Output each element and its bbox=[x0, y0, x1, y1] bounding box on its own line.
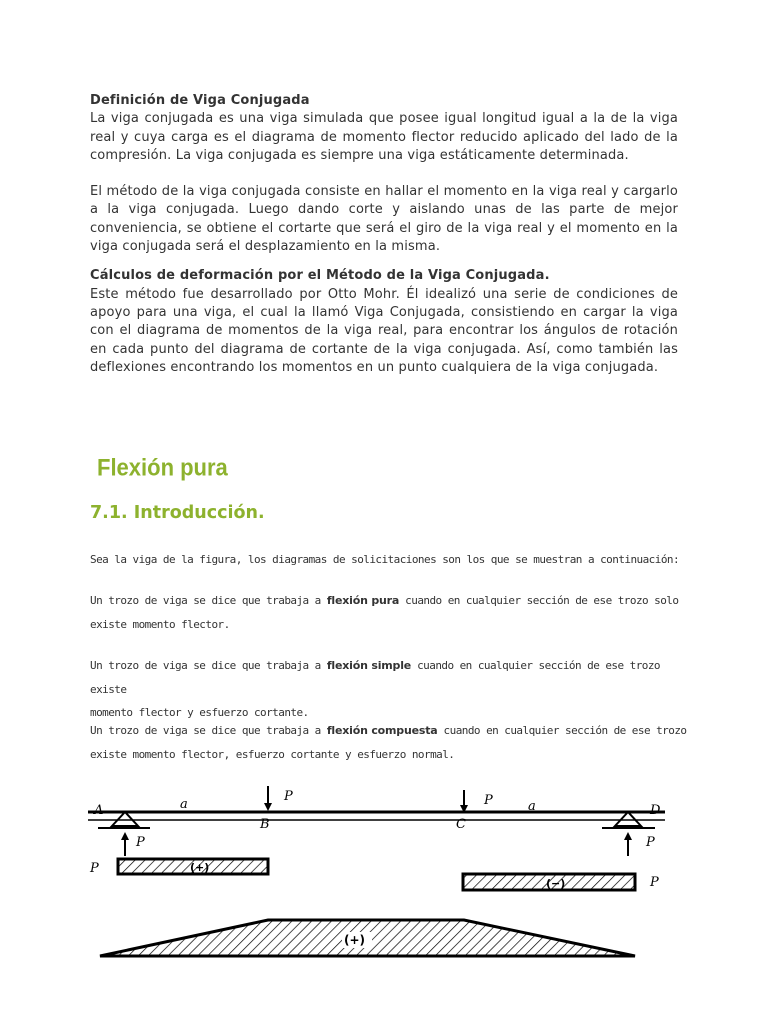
beam bbox=[88, 812, 665, 820]
def-post: cuando en cualquier sección de ese trozo solo bbox=[399, 594, 679, 607]
intro-paragraph: Sea la viga de la figura, los diagramas de solicitaciones son los que se muestran a continuación: bbox=[90, 553, 680, 566]
def-post: cuando en cualquier sección de ese trozo existe bbox=[90, 659, 661, 696]
moment-sign: (+) bbox=[344, 933, 366, 947]
def-keyword: flexión simple bbox=[326, 659, 412, 672]
calculos-paragraph: Este método fue desarrollado por Otto Mohr. Él idealizó una serie de condiciones de apoyo para una viga, el cual la llamó Viga Conjugada, consistiendo en cargar la viga con el diagrama de momentos de la viga real, para encontrar los ángulos de rotación en cada punto del diagrama de cortante de la viga conjugada. Así, como también las deflexiones encontrando los momentos en un punto cualquiera de la viga conjugada. bbox=[90, 286, 678, 375]
calculos-title: Cálculos de deformación por el Método de la Viga Conjugada. bbox=[90, 268, 550, 284]
shear-negative-sign: (−) bbox=[546, 877, 566, 890]
reaction-label-d: P bbox=[646, 835, 655, 850]
shear-diagram-negative bbox=[463, 874, 635, 890]
definicion-paragraph-2: El método de la viga conjugada consiste en hallar el momento en la viga real y cargarlo a la viga conjugada. Luego dando corte y aislando unas de las parte de mejor conveniencia, se obtiene el cortarte que será el giro de la viga real y el momento en la viga conjugada será el desplazamiento en la misma. bbox=[90, 184, 678, 255]
def-post-line2: existe momento flector. bbox=[90, 617, 230, 631]
def-pre: Un trozo de viga se dice que trabaja a bbox=[90, 659, 327, 672]
def-flexion-pura bbox=[90, 589, 690, 636]
def-post-line2: existe momento flector, esfuerzo cortante y esfuerzo normal. bbox=[90, 747, 455, 761]
definicion-paragraph-1: La viga conjugada es una viga simulada que posee igual longitud igual a la de la viga real y cuya carga es el diagrama de momento flector reducido aplicado del lado de la compresión. La viga conjugada es siempre una viga estáticamente determinada. bbox=[90, 111, 678, 163]
shear-label-left: P bbox=[90, 861, 99, 876]
point-label-a: A bbox=[94, 803, 104, 818]
load-label-c: P bbox=[484, 793, 493, 808]
point-label-b: B bbox=[260, 817, 270, 832]
def-flexion-compuesta bbox=[90, 719, 690, 766]
section-definicion bbox=[90, 92, 678, 377]
def-keyword: flexión pura bbox=[326, 594, 400, 607]
shear-positive-sign: (+) bbox=[190, 861, 210, 874]
def-post: cuando en cualquier sección de ese trozo bbox=[437, 724, 687, 737]
segment-label-ab: a bbox=[180, 797, 188, 812]
heading-flexion-pura: Flexión pura bbox=[97, 453, 228, 481]
def-flexion-simple bbox=[90, 654, 690, 725]
point-label-c: C bbox=[456, 817, 466, 832]
shear-label-right: P bbox=[650, 875, 659, 890]
load-arrow-c bbox=[460, 790, 468, 813]
def-keyword: flexión compuesta bbox=[326, 724, 438, 737]
beam-diagram-figure bbox=[80, 776, 690, 966]
shear-diagram-positive bbox=[118, 859, 268, 874]
moment-diagram bbox=[100, 920, 635, 956]
definicion-title: Definición de Viga Conjugada bbox=[90, 93, 310, 108]
load-label-b: P bbox=[284, 789, 293, 804]
point-label-d: D bbox=[650, 803, 661, 818]
load-arrow-b bbox=[264, 786, 272, 811]
segment-label-cd: a bbox=[528, 799, 536, 814]
reaction-label-a: P bbox=[136, 835, 145, 850]
heading-introduccion: 7.1. Introducción. bbox=[90, 503, 265, 523]
def-post-line2: momento flector y esfuerzo cortante. bbox=[90, 706, 309, 719]
def-pre: Un trozo de viga se dice que trabaja a bbox=[90, 724, 327, 737]
def-pre: Un trozo de viga se dice que trabaja a bbox=[90, 594, 327, 607]
